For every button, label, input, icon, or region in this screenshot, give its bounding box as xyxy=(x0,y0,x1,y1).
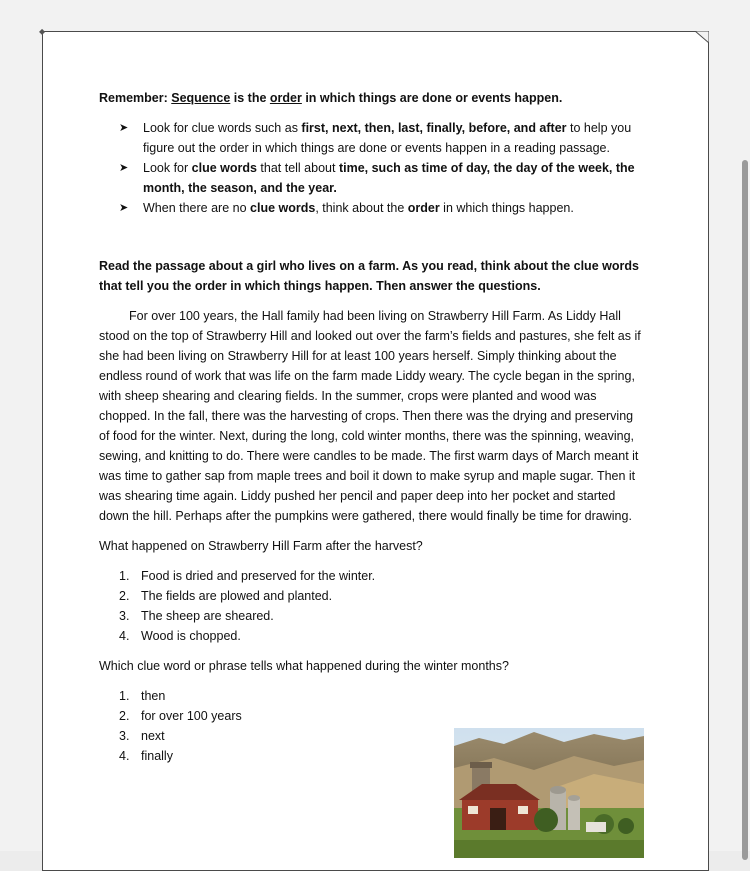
tip-text: that tell about xyxy=(256,161,339,175)
tip-text: order xyxy=(407,201,440,215)
choice-item: 2. for over 100 years xyxy=(119,709,242,723)
tip-text: Look for xyxy=(143,161,192,175)
tip-text: to help you figure out the order in which things are done or events happen in a reading passage. xyxy=(143,121,632,155)
scrollbar[interactable] xyxy=(742,160,748,860)
choice-item: 4. Wood is chopped. xyxy=(119,629,241,643)
tip-text: in which things happen. xyxy=(439,201,574,215)
reminder-heading: Remember: Sequence is the order in which things are done or events happen. xyxy=(99,91,563,105)
question-1: What happened on Strawberry Hill Farm after the harvest? xyxy=(99,539,423,553)
choice-item: 1. then xyxy=(119,689,166,703)
choice-item: 3. The sheep are sheared. xyxy=(119,609,274,623)
arrow-bullet-icon: ➤ xyxy=(119,122,129,134)
question-1-choices xyxy=(99,566,644,646)
tip-text: clue words xyxy=(191,161,257,175)
choice-item: 2. The fields are plowed and planted. xyxy=(119,589,333,603)
tip-text: first, next, then, last, finally, before, and after xyxy=(301,121,567,135)
page-fold-icon xyxy=(695,31,709,43)
choice-item: 4. finally xyxy=(119,749,173,763)
instructions: Read the passage about a girl who lives on a farm. As you read, think about the clue words that tell you the order in which things happen. Then answer the questions. xyxy=(99,259,639,293)
tip-text: clue words xyxy=(250,201,316,215)
farm-photo xyxy=(454,728,644,858)
document-page xyxy=(39,27,709,871)
tip-item xyxy=(119,158,644,198)
arrow-bullet-icon: ➤ xyxy=(119,162,129,174)
term-order: order xyxy=(269,91,302,105)
question-2: Which clue word or phrase tells what happened during the winter months? xyxy=(99,659,509,673)
tip-item xyxy=(119,198,644,218)
tip-item xyxy=(119,118,644,158)
term-sequence: Sequence xyxy=(171,91,231,105)
tips-list xyxy=(99,118,644,218)
reading-passage: For over 100 years, the Hall family had been living on Strawberry Hill Farm. As Liddy Hall stood on the top of Strawberry Hill and looked out over the farm’s fields and pastures, she felt as if she had been living on Strawberry Hill for at least 100 years herself. Simply thinking about the endless round of work that was life on the farm made Liddy weary. The cycle began in the spring, with sheep shearing and clearing fields. In the summer, crops were planted and wood was chopped. In the fall, there was the harvesting of crops. Then there was the drying and preserving of food for the winter. Next, during the long, cold winter months, there was the spinning, weaving, sewing, and knitting to do. There were candles to be made. The first warm days of March meant it was time to gather sap from maple trees and boil it down to make syrup and maple sugar. Then it was shearing time again. Liddy pushed her pencil and paper deep into her pocket and started down the hill. Perhaps after the pumpkins were gathered, there would finally be time for drawing. xyxy=(99,309,641,523)
tip-text: When there are no xyxy=(143,201,251,215)
tip-text: , think about the xyxy=(315,201,408,215)
choice-item: 1. Food is dried and preserved for the winter. xyxy=(119,569,376,583)
tip-text: Look for clue words such as xyxy=(143,121,302,135)
arrow-bullet-icon: ➤ xyxy=(119,202,129,214)
tip-text: time, such as time of day, the day of the week, the month, the season, and the year. xyxy=(143,161,635,195)
worksheet-content xyxy=(99,88,644,776)
page-marker-icon: ◆ xyxy=(39,27,46,36)
choice-item: 3. next xyxy=(119,729,165,743)
